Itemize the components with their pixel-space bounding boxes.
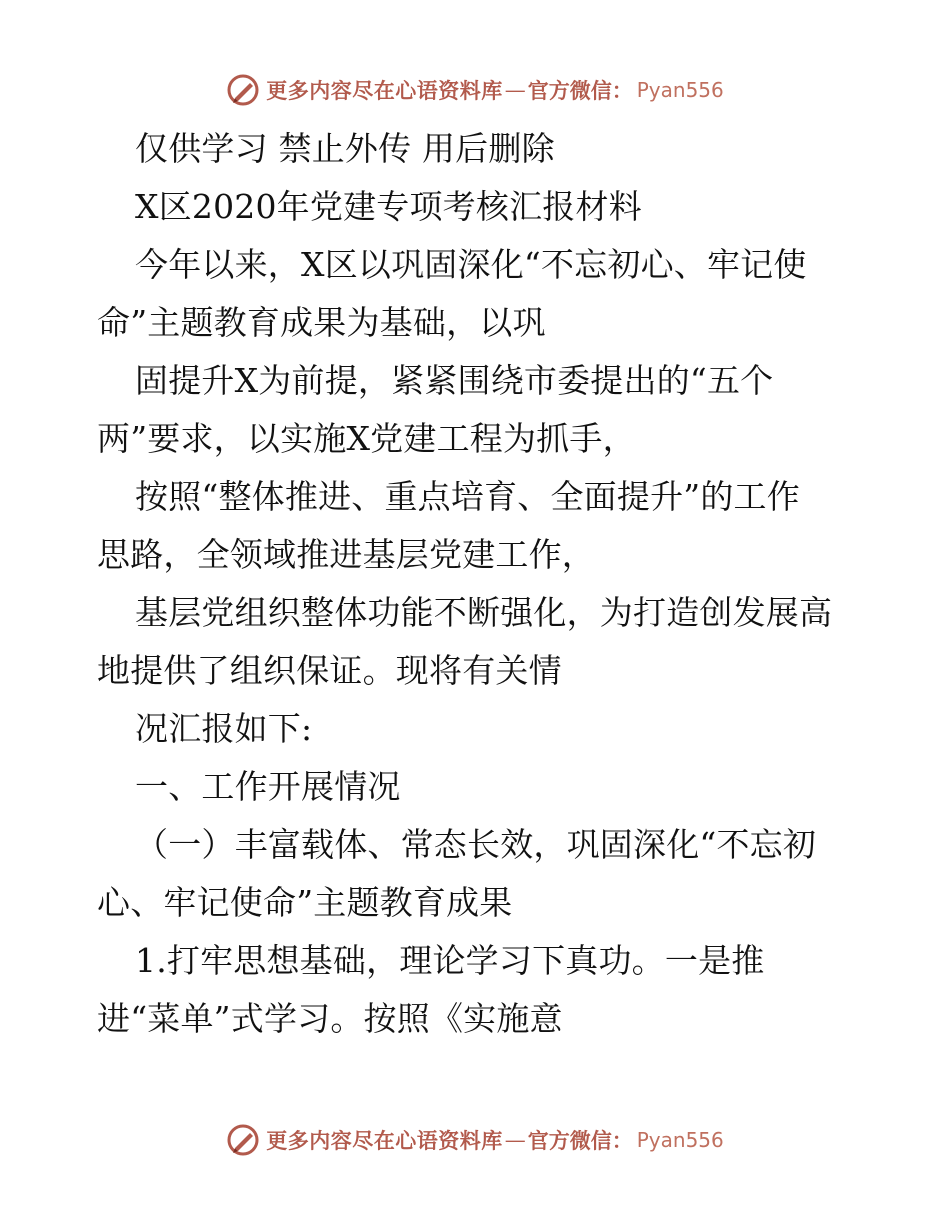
paragraph-line: 基层党组织整体功能不断强化，为打造创发展高 [135, 593, 833, 632]
banner-wechat-label: 官方微信： [527, 1128, 633, 1153]
section-heading: 一、工作开展情况 [135, 767, 401, 806]
header-watermark-banner [0, 70, 950, 110]
paragraph-line: 思路，全领域推进基层党建工作， [97, 535, 595, 574]
subsection-heading: （一）丰富载体、常态长效，巩固深化“不忘初 [135, 825, 817, 864]
banner-text: 更多内容尽在心语资料库 [266, 78, 503, 103]
banner-dash: — [504, 1128, 526, 1152]
document-title: X区2020年党建专项考核汇报材料 [135, 187, 642, 226]
paragraph-line: 今年以来，X区以巩固深化“不忘初心、牢记使 [135, 245, 807, 284]
footer-watermark-banner [0, 1120, 950, 1160]
banner-wechat-label: 官方微信： [527, 78, 633, 103]
paragraph-line: 进“菜单”式学习。按照《实施意 [97, 999, 563, 1038]
banner-wechat-id: Pyan556 [636, 1128, 724, 1152]
banner-wechat-id: Pyan556 [636, 78, 724, 102]
pen-logo-icon [226, 73, 260, 107]
paragraph-line: 况汇报如下: [135, 709, 313, 748]
subsection-heading-cont: 心、牢记使命”主题教育成果 [97, 883, 513, 922]
paragraph-line: 按照“整体推进、重点培育、全面提升”的工作 [135, 477, 800, 516]
paragraph-line: 两”要求，以实施X党建工程为抓手， [97, 419, 636, 458]
banner-text: 更多内容尽在心语资料库 [266, 1128, 503, 1153]
paragraph-line: 命”主题教育成果为基础，以巩 [97, 303, 546, 342]
paragraph-line: 地提供了组织保证。现将有关情 [97, 651, 562, 690]
banner-dash: — [504, 78, 526, 102]
pen-logo-icon [226, 1123, 260, 1157]
document-body [97, 120, 867, 1048]
notice-line: 仅供学习 禁止外传 用后删除 [135, 129, 555, 168]
paragraph-line: 固提升X为前提，紧紧围绕市委提出的“五个 [135, 361, 774, 400]
paragraph-line: 1.打牢思想基础，理论学习下真功。一是推 [135, 941, 765, 980]
